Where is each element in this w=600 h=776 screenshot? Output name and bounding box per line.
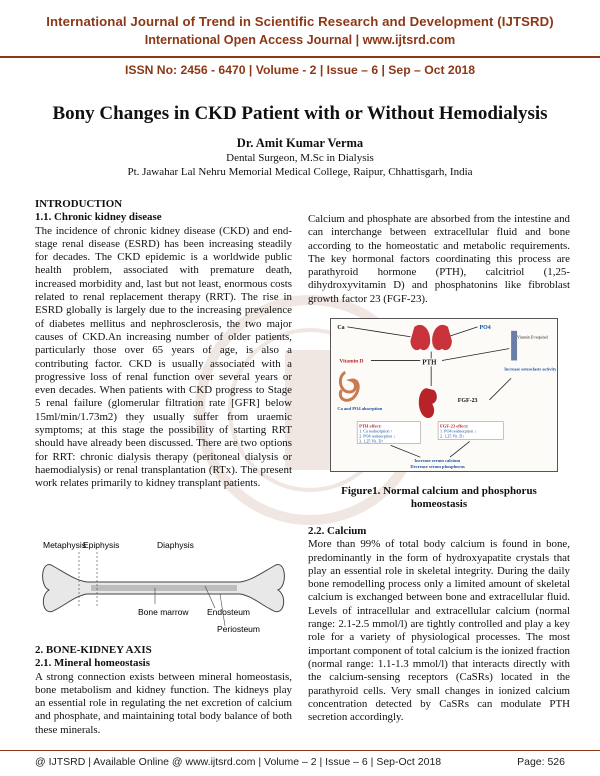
label-ca-po4-absorption: Ca and PO4 absorption [337, 405, 383, 411]
pth-effect-item-3: 3. 1,25 Vit. D↑ [359, 438, 384, 444]
pth-effect-item-1: 1. Ca reabsorption ↑ [359, 428, 393, 434]
parathyroid-gland-icon [410, 325, 451, 350]
hormone-paragraph: Calcium and phosphate are absorbed from the intestine and can interchange between extracellular fluid and bone according to the homeostatic and metabolic requirements. The key hormonal factors coordinating this process are parathyroid hormone (PTH), calcitriol (1,25-dihydroxyvitamin D) and phosphatonins like fibroblast growth factor 23 (FGF-23). [308, 213, 570, 305]
right-column-lower [308, 525, 570, 724]
pth-effect-item-2: 2. PO4 reabsorption ↓ [359, 433, 396, 439]
author-affiliation-1: Dental Surgeon, M.Sc in Dialysis [226, 152, 374, 164]
arrow-pth-bone [442, 349, 509, 361]
label-ca: Ca [337, 324, 345, 331]
label-po4: PO4 [479, 324, 491, 331]
bone-anatomy-figure [35, 536, 292, 636]
author-name: Dr. Amit Kumar Verma [236, 136, 364, 150]
intro-paragraph: The incidence of chronic kidney disease (CKD) and end-stage renal disease (ESRD) has been increasing steadily for decades. The CKD epidemic is a worldwide public health problem, associated with premature death, increased morbidity and, last but not least, enormous costs related to renal replacement therapy (RRT). The rise in ESRD globally is largely due to the increasing prevalence of diabetes mellitus and nephrosclerosis, the two major causes of CKD.An increasing number of older patients, particularly those over 65 years of age, is also a contributing factor. CKD is usually associated with a progressive loss of renal function over several years or even decades. When patients with CKD progress to Stage 5 renal failure (glomerular filtration rate [GFR] below 15ml/min/1.73m2) they usually suffer from uraemic symptoms; at this stage the possibility of starting RRT should have already been discussed. There are two options for RRT: chronic dialysis therapy (peritoneal dialysis or haemodialysis) or renal transplantation (RTx). The present work relates primarily to kidney transplant patients. [35, 224, 292, 490]
section-heading-introduction: INTRODUCTION [35, 198, 123, 210]
journal-header [0, 0, 600, 86]
result-serum-calcium: Increase serum calcium [414, 458, 461, 464]
calcium-paragraph: More than 99% of total body calcium is found in bone, predominantly in the form of hydroxyapatite crystals that play an essential role in skeletal integrity. During the daily bone remodelling process only a limited amount of skeletal calcium is exchanged between bone and extracellular fluid. Levels of intracellular and extracellular calcium (normal range: 2.1-2.5 mmol/l) are tightly controlled and play a key role for a variety of physiological processes. The most important component of total calcium is the ionized fraction (normal range: 1.1-1.3 mmol/l) that interacts directly with the calcium-sensing receptors (CaSRs) located in the parathyroid cells. Very small changes in ionized calcium concentration detected by CaSRs can modulate PTH secretion accordingly. [308, 538, 570, 724]
figure-caption-line-2: homeostasis [410, 498, 468, 510]
fgf-effect-item-1: 1. PO4 reabsorption ↓ [440, 428, 477, 434]
pth-effect-title: PTH effect: [359, 423, 382, 429]
label-diaphysis: Diaphysis [157, 540, 194, 550]
left-column [35, 198, 292, 491]
kidney-icon [419, 388, 437, 418]
intestine-icon [340, 372, 358, 400]
arrow-pth-result [391, 445, 421, 457]
label-osteoclasts: Increase osteoclasts activity [504, 366, 557, 372]
left-column-lower [35, 644, 292, 737]
right-column-top [308, 213, 570, 306]
page-footer [35, 756, 565, 768]
fgf-effect-title: FGF-23 effect: [440, 423, 469, 429]
author-affiliation-2: Pt. Jawahar Lal Nehru Memorial Medical College, Raipur, Chhattisgarh, India [127, 166, 473, 178]
fgf-effect-item-2: 2. 1,25 Vit. D↓ [440, 433, 465, 439]
journal-name: International Journal of Trend in Scientific Research and Development (IJTSRD) [46, 14, 554, 29]
calcium-homeostasis-figure [330, 318, 558, 472]
subsection-heading-ckd: 1.1. Chronic kidney disease [35, 211, 162, 224]
subsection-heading-mineral: 2.1. Mineral homeostasis [35, 657, 150, 670]
arrow-po4-thyroid [448, 327, 478, 337]
footer-rule [0, 750, 600, 751]
label-vitamin-d: Vitamin D [339, 358, 364, 365]
label-metaphysis: Metaphysis [43, 540, 86, 550]
arrow-fgf-result [450, 441, 470, 457]
mineral-paragraph: A strong connection exists between mineral homeostasis, bone metabolism and kidney function. The kidneys play an essential role in regulating the net excretion of calcium and phosphate, and maintaining total body balance of both these minerals. [35, 670, 292, 736]
label-fgf23: FGF-23 [457, 397, 478, 404]
section-heading-bone-kidney: 2. BONE-KIDNEY AXIS [35, 644, 152, 656]
figure-caption-line-1: Figure1. Normal calcium and phosphorus [341, 485, 537, 497]
page-number: Page: 526 [517, 756, 565, 768]
arrow-bone-fgf23 [489, 378, 511, 400]
label-bone-marrow: Bone marrow [138, 607, 189, 617]
bone-marrow-cavity [91, 585, 237, 591]
label-periosteum: Periosteum [217, 624, 260, 634]
footer-citation: @ IJTSRD | Available Online @ www.ijtsrd.com | Volume – 2 | Issue – 6 | Sep-Oct 2018 [35, 756, 442, 768]
label-vitd-required: Vitamin D required [517, 334, 548, 340]
journal-issue-info: ISSN No: 2456 - 6470 | Volume - 2 | Issue – 6 | Sep – Oct 2018 [124, 63, 476, 77]
header-rule [0, 56, 600, 58]
paper-title: Bony Changes in CKD Patient with or Without Hemodialysis [52, 103, 548, 124]
result-serum-phosphorus: Decrease serum phosphorus [410, 464, 465, 470]
arrow-ca-thyroid [347, 327, 410, 337]
figure-caption [308, 485, 570, 511]
journal-subtitle: International Open Access Journal | www.ijtsrd.com [144, 33, 456, 47]
subsection-heading-calcium: 2.2. Calcium [308, 525, 367, 537]
label-endosteum: Endosteum [207, 607, 250, 617]
label-pth: PTH [422, 359, 437, 367]
label-epiphysis: Epiphysis [83, 540, 120, 550]
